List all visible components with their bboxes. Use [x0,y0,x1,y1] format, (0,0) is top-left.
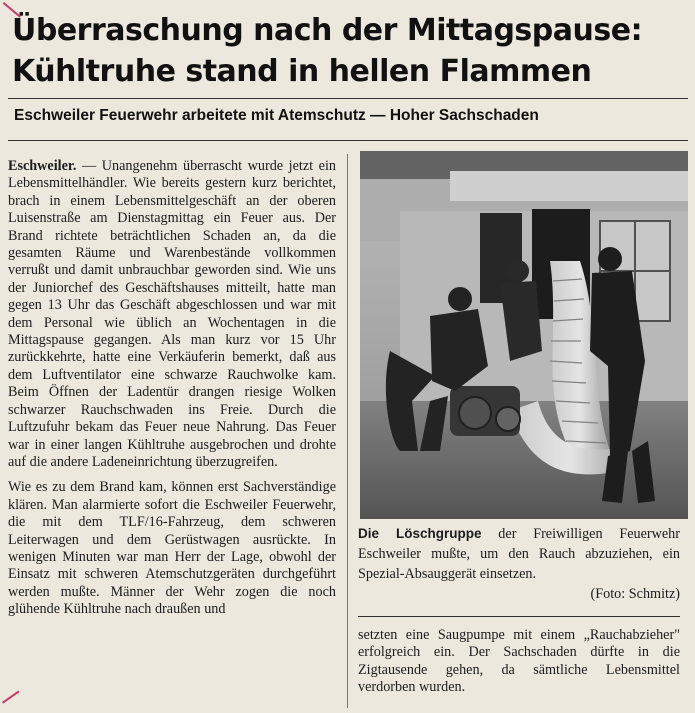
subheadline-rule [8,140,688,141]
photo-credit: (Foto: Schmitz) [590,586,680,602]
caption-rule [358,616,680,617]
subheadline: Eschweiler Feuerwehr arbeitete mit Atemschutz — Hoher Sachschaden [14,107,539,124]
caption-text: der Freiwilligen Feuerwehr Eschweiler mußte, um den Rauch abzuziehen, ein Spezial-Absauggerät einsetzen. [358,526,680,582]
headline-line-2: Kühltruhe stand in hellen Flammen [12,54,592,89]
paragraph-1-text: — Unangenehm überrascht wurde jetzt ein Lebensmittelhändler. Wie bereits gestern kurz berichtet, brach in einem Lebensmittelgeschäft an der oberen Luisenstraße am Dienstagmittag ein Feuer aus. Der Brand richtete beträchtlichen Schaden an, da die gesamten Räume und Warenbestände vollkommen verrußt und damit unbrauchbar geworden sind. Wie uns der Juniorchef des Geschäftshauses mitteilt, hatte man gegen 13 Uhr das Geschäft abgeschlossen und war mit dem Personal wie üblich an Wochentagen in die Mittagspause gegangen. Als man kurz vor 15 Uhr zurückkehrte, hatte eine Verkäuferin bemerkt, daß aus dem Luftventilator eine schwarze Rauchwolke kam. Beim Öffnen der Ladentür drangen riesige Wolken schwarzer Rauchschwaden ins Freie. Durch die Luftzufuhr bekam das Feuer neue Nahrung. Das Feuer war in einer langen Kühltruhe ausgebrochen und drohte auf die andere Ladeneinrichtung überzugreifen. [8,158,337,470]
scan-corner-mark-bottom [2,691,20,704]
photo-illustration [360,151,688,519]
dateline: Eschweiler. [8,158,77,174]
headline [12,10,687,92]
caption-lead: Die Löschgruppe [358,526,482,541]
article-continuation: setzten eine Saugpumpe mit einem „Rauchabzieher" erfolgreich ein. Der Sachschaden dürfte in die Zigtausende gehen, da sämtliche Lebensmittel verdorben wurden. [358,627,680,696]
article-paragraph-1 [8,158,336,471]
headline-rule [8,98,688,99]
article-paragraph-2: Wie es zu dem Brand kam, können erst Sachverständige klären. Man alarmierte sofort die Eschweiler Feuerwehr, die mit dem TLF/16-Fahrzeug, dem schweren Leiterwagen und dem Gerüstwagen ausrückte. In wenigen Minuten war man Herr der Lage, obwohl der Einsatz mit schweren Atemschutzgeräten durchgeführt werden mußte. Männer der Wehr zogen die noch glühende Kühltruhe nach draußen und [8,479,336,618]
headline-line-1: Überraschung nach der Mittagspause: [12,13,643,48]
article-body-left-column [8,158,336,627]
firefighters-photo [360,151,688,519]
column-divider [347,154,348,708]
photo-caption [358,524,680,604]
